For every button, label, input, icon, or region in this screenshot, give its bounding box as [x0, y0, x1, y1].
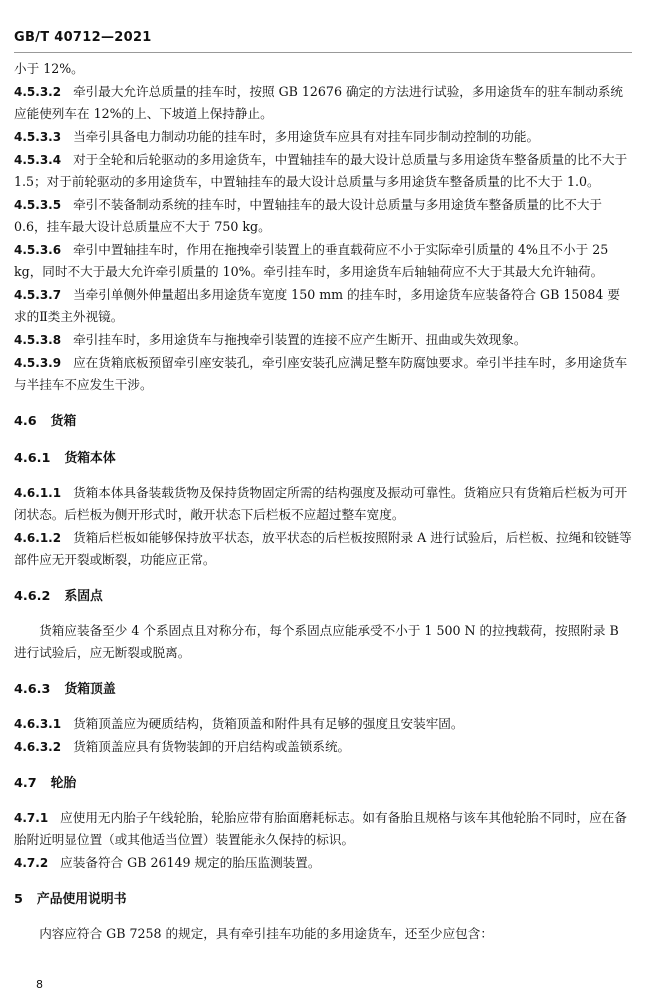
clause-4-6-3-2: 4.6.3.2 货箱顶盖应具有货物装卸的开启结构或盖锁系统。 [14, 739, 351, 754]
clause-4-6-3-1: 4.6.3.1 货箱顶盖应为硬质结构，货箱顶盖和附件具有足够的强度且安装牢固。 [14, 716, 464, 731]
clause-4-5-3-4: 4.5.3.4 对于全轮和后轮驱动的多用途货车，中置轴挂车的最大设计总质量与多用途货车整备质量的比不大于 1.5；对于前轮驱动的多用途货车，中置轴挂车的最大设计总质量与多用途货车整备质量的比不大于 1.0。 [14, 152, 628, 189]
section-heading-4-6: 4.6 货箱 [14, 414, 77, 429]
page-number: 8 [36, 978, 43, 991]
clause-4-5-3-2: 4.5.3.2 牵引最大允许总质量的挂车时，按照 GB 12676 确定的方法进行试验，多用途货车的驻车制动系统应能使列车在 12%的上、下坡道上保持静止。 [14, 84, 624, 121]
clause-4-6-1-1: 4.6.1.1 货箱本体具备装载货物及保持货物固定所需的结构强度及振动可靠性。货箱应只有货箱后栏板为可开闭状态。后栏板为侧开形式时，敞开状态下后栏板不应超过整车宽度。 [14, 485, 628, 522]
clause-4-6-1-2: 4.6.1.2 货箱后栏板如能够保持放平状态，放平状态的后栏板按照附录 A 进行试验后，后栏板、拉绳和铰链等部件应无开裂或断裂，功能应正常。 [14, 530, 632, 567]
clause-4-5-3-5: 4.5.3.5 牵引不装备制动系统的挂车时，中置轴挂车的最大设计总质量与多用途货车整备质量的比不大于 0.6，挂车最大设计总质量应不大于 750 kg。 [14, 197, 603, 234]
section-heading-4-6-3: 4.6.3 货箱顶盖 [14, 682, 116, 697]
section-heading-4-6-1: 4.6.1 货箱本体 [14, 451, 116, 466]
clause-4-5-3-7: 4.5.3.7 当牵引单侧外伸量超出多用途货车宽度 150 mm 的挂车时，多用途货车应装备符合 GB 15084 要求的Ⅱ类主外视镜。 [14, 287, 620, 324]
clause-4-5-3-9: 4.5.3.9 应在货箱底板预留牵引座安装孔，牵引座安装孔应满足整车防腐蚀要求。牵引半挂车时，多用途货车与半挂车不应发生干涉。 [14, 355, 628, 392]
clause-4-5-3-6: 4.5.3.6 牵引中置轴挂车时，作用在拖拽牵引装置上的垂直载荷应不小于实际牵引质量的 4%且不小于 25 kg，同时不大于最大允许牵引质量的 10%。牵引挂车时，多用途货车后轴轴荷应不大于其最大允许轴荷。 [14, 242, 609, 279]
clause-5-text: 内容应符合 GB 7258 的规定，具有牵引挂车功能的多用途货车，还至少应包含： [39, 926, 493, 941]
clause-4-7-2: 4.7.2 应装备符合 GB 26149 规定的胎压监测装置。 [14, 855, 321, 870]
clause-4-6-2-text: 货箱应装备至少 4 个系固点且对称分布，每个系固点应能承受不小于 1 500 N 的拉拽载荷，按照附录 B 进行试验后，应无断裂或脱离。 [14, 623, 619, 660]
section-heading-4-7: 4.7 轮胎 [14, 776, 77, 791]
clause-4-5-3-3: 4.5.3.3 当牵引具备电力制动功能的挂车时，多用途货车应具有对挂车同步制动控制的功能。 [14, 129, 540, 144]
document-body [14, 58, 632, 946]
standard-code-header: GB/T 40712—2021 [14, 30, 152, 45]
paragraph-continuation: 小于 12%。 [14, 61, 84, 76]
clause-4-5-3-8: 4.5.3.8 牵引挂车时，多用途货车与拖拽牵引装置的连接不应产生断开、扭曲或失效现象。 [14, 332, 527, 347]
header-divider [14, 52, 632, 53]
section-heading-4-6-2: 4.6.2 系固点 [14, 589, 103, 604]
clause-4-7-1: 4.7.1 应使用无内胎子午线轮胎，轮胎应带有胎面磨耗标志。如有备胎且规格与该车其他轮胎不同时，应在备胎附近明显位置（或其他适当位置）装置能永久保持的标识。 [14, 810, 627, 847]
section-heading-5: 5 产品使用说明书 [14, 892, 127, 907]
